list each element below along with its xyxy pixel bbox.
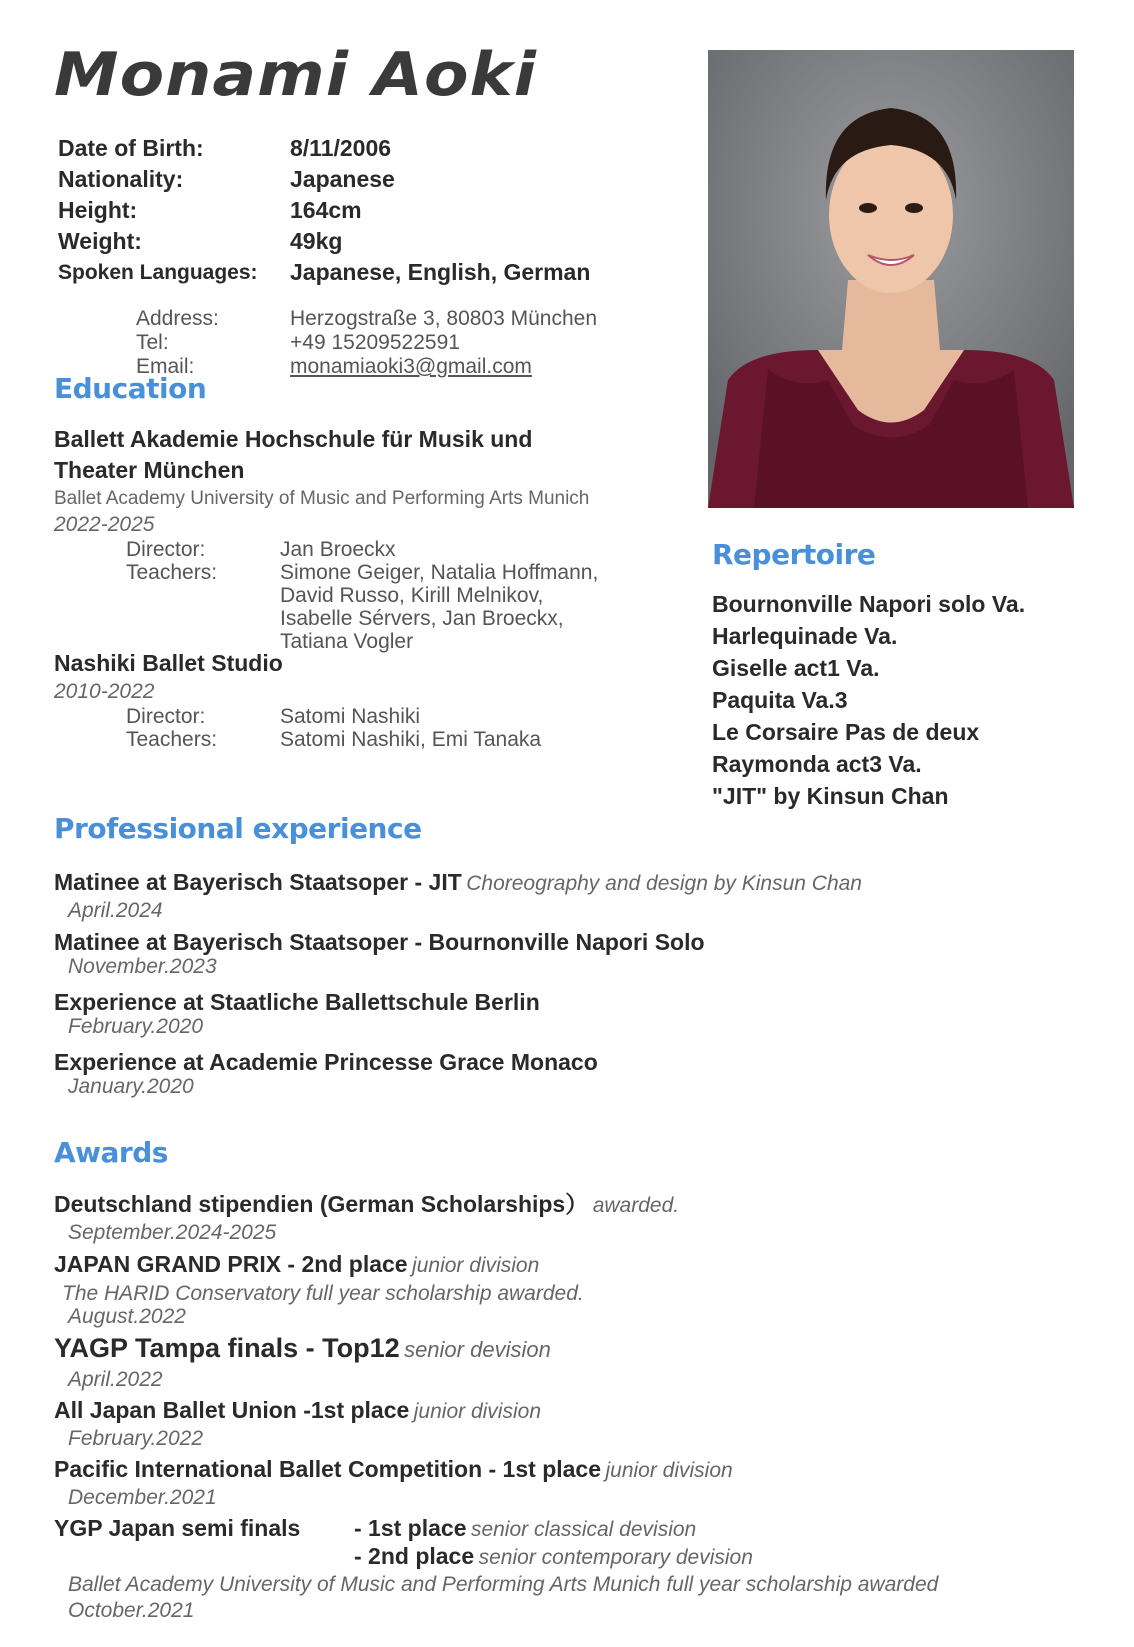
teachers-line: Isabelle Sérvers, Jan Broeckx, <box>280 607 564 630</box>
experience-date: January.2020 <box>68 1075 194 1098</box>
info-row <box>58 226 590 257</box>
award-item <box>54 1190 1114 1244</box>
award-date: April.2022 <box>68 1368 163 1391</box>
director-name: Satomi Nashiki <box>280 705 421 728</box>
repertoire-item: Paquita Va.3 <box>712 687 848 713</box>
award-item <box>54 1515 1114 1623</box>
portrait-illustration <box>708 50 1074 508</box>
contact-row <box>136 307 597 331</box>
contact-row <box>136 331 597 355</box>
teachers-line: Satomi Nashiki, Emi Tanaka <box>280 728 542 751</box>
director-row <box>126 538 674 561</box>
teachers-line: David Russo, Kirill Melnikov, <box>280 584 544 607</box>
director-label: Director: <box>126 705 206 728</box>
experience-date: April.2024 <box>68 899 163 922</box>
info-row <box>58 257 590 288</box>
award-item <box>54 1332 1114 1391</box>
contact-label: Email: <box>136 355 195 378</box>
award-note: senior contemporary devision <box>478 1546 753 1569</box>
education-heading: Education <box>54 372 207 405</box>
award-note: senior devision <box>404 1337 551 1362</box>
info-row <box>58 195 590 226</box>
award-title: JAPAN GRAND PRIX - 2nd place <box>54 1251 408 1277</box>
award-place: - 2nd place <box>354 1543 475 1569</box>
experience-item <box>54 988 1114 1038</box>
email-link[interactable]: monamiaoki3@gmail.com <box>290 355 532 378</box>
repertoire-item: "JIT" by Kinsun Chan <box>712 783 949 809</box>
info-label: Nationality: <box>58 166 184 192</box>
personal-info <box>58 133 590 288</box>
contact-info <box>136 307 597 379</box>
award-title: Deutschland stipendien (German Scholarships） <box>54 1191 589 1217</box>
teachers-row <box>126 561 674 653</box>
education-school-2 <box>54 648 674 751</box>
repertoire-item: Giselle act1 Va. <box>712 655 880 681</box>
award-note: junior division <box>605 1459 733 1482</box>
school-subtitle: Ballet Academy University of Music and Performing Arts Munich <box>54 488 590 509</box>
award-note: awarded. <box>592 1194 680 1217</box>
award-title: YGP Japan semi finals <box>54 1515 301 1541</box>
info-value: 164cm <box>290 197 362 223</box>
award-extra: The HARID Conservatory full year scholarship awarded. <box>62 1282 584 1305</box>
address-value: Herzogstraße 3, 80803 München <box>290 307 598 330</box>
award-item <box>54 1250 1114 1328</box>
info-value: Japanese, English, German <box>290 259 591 285</box>
award-date: September.2024-2025 <box>68 1221 277 1244</box>
experience-item <box>54 868 1114 922</box>
info-label: Height: <box>58 197 138 223</box>
experience-item <box>54 928 1114 978</box>
school-years: 2022-2025 <box>54 513 155 536</box>
repertoire-item: Le Corsaire Pas de deux <box>712 719 980 745</box>
award-note: senior classical devision <box>470 1518 697 1541</box>
info-label: Date of Birth: <box>58 135 204 161</box>
phone-value: +49 15209522591 <box>290 331 460 354</box>
experience-title: Experience at Academie Princesse Grace Monaco <box>54 1049 598 1075</box>
repertoire-item: Raymonda act3 Va. <box>712 751 922 777</box>
info-label: Spoken Languages: <box>58 261 258 284</box>
school-name: Nashiki Ballet Studio <box>54 650 283 676</box>
experience-note: Choreography and design by Kinsun Chan <box>466 872 862 895</box>
repertoire-item: Bournonville Napori solo Va. <box>712 591 1026 617</box>
school-name: Ballett Akademie Hochschule für Musik und <box>54 426 533 452</box>
school-name: Theater München <box>54 457 245 483</box>
contact-label: Address: <box>136 307 219 330</box>
director-name: Jan Broeckx <box>280 538 396 561</box>
teachers-label: Teachers: <box>126 728 218 751</box>
teachers-line: Simone Geiger, Natalia Hoffmann, <box>280 561 599 584</box>
info-value: Japanese <box>290 166 395 192</box>
award-title: All Japan Ballet Union -1st place <box>54 1397 410 1423</box>
award-item <box>54 1396 1114 1450</box>
awards-heading: Awards <box>54 1136 168 1169</box>
candidate-name: Monami Aoki <box>54 40 538 110</box>
award-date: February.2022 <box>68 1427 204 1450</box>
education-school-1 <box>54 424 674 653</box>
school-years: 2010-2022 <box>54 680 155 703</box>
info-row <box>58 164 590 195</box>
repertoire-heading: Repertoire <box>712 538 876 571</box>
profile-photo <box>708 50 1074 508</box>
experience-date: February.2020 <box>68 1015 204 1038</box>
award-date: August.2022 <box>68 1305 186 1328</box>
contact-label: Tel: <box>136 331 169 354</box>
award-note: junior division <box>413 1400 541 1423</box>
award-place: - 1st place <box>354 1515 467 1541</box>
info-value: 8/11/2006 <box>290 135 392 161</box>
experience-item <box>54 1048 1114 1098</box>
info-value: 49kg <box>290 228 343 254</box>
award-title: Pacific International Ballet Competition - 1st place <box>54 1456 602 1482</box>
info-label: Weight: <box>58 228 142 254</box>
teachers-label: Teachers: <box>126 561 218 584</box>
director-row <box>126 705 674 728</box>
award-title: YAGP Tampa finals - Top12 <box>54 1333 400 1363</box>
award-date: December.2021 <box>68 1486 217 1509</box>
award-extra: Ballet Academy University of Music and Performing Arts Munich full year scholarship awarded <box>68 1573 939 1596</box>
info-row <box>58 133 590 164</box>
repertoire-list <box>712 588 1025 812</box>
teachers-row <box>126 728 674 751</box>
experience-title: Matinee at Bayerisch Staatsoper - JIT <box>54 869 462 895</box>
director-label: Director: <box>126 538 206 561</box>
experience-title: Experience at Staatliche Ballettschule Berlin <box>54 989 540 1015</box>
teachers-line: Tatiana Vogler <box>280 630 414 653</box>
experience-heading: Professional experience <box>54 812 422 845</box>
experience-title: Matinee at Bayerisch Staatsoper - Bournonville Napori Solo <box>54 929 705 955</box>
experience-date: November.2023 <box>68 955 217 978</box>
award-item <box>54 1455 1114 1509</box>
award-note: junior division <box>412 1254 540 1277</box>
repertoire-item: Harlequinade Va. <box>712 623 898 649</box>
award-date: October.2021 <box>68 1599 195 1622</box>
